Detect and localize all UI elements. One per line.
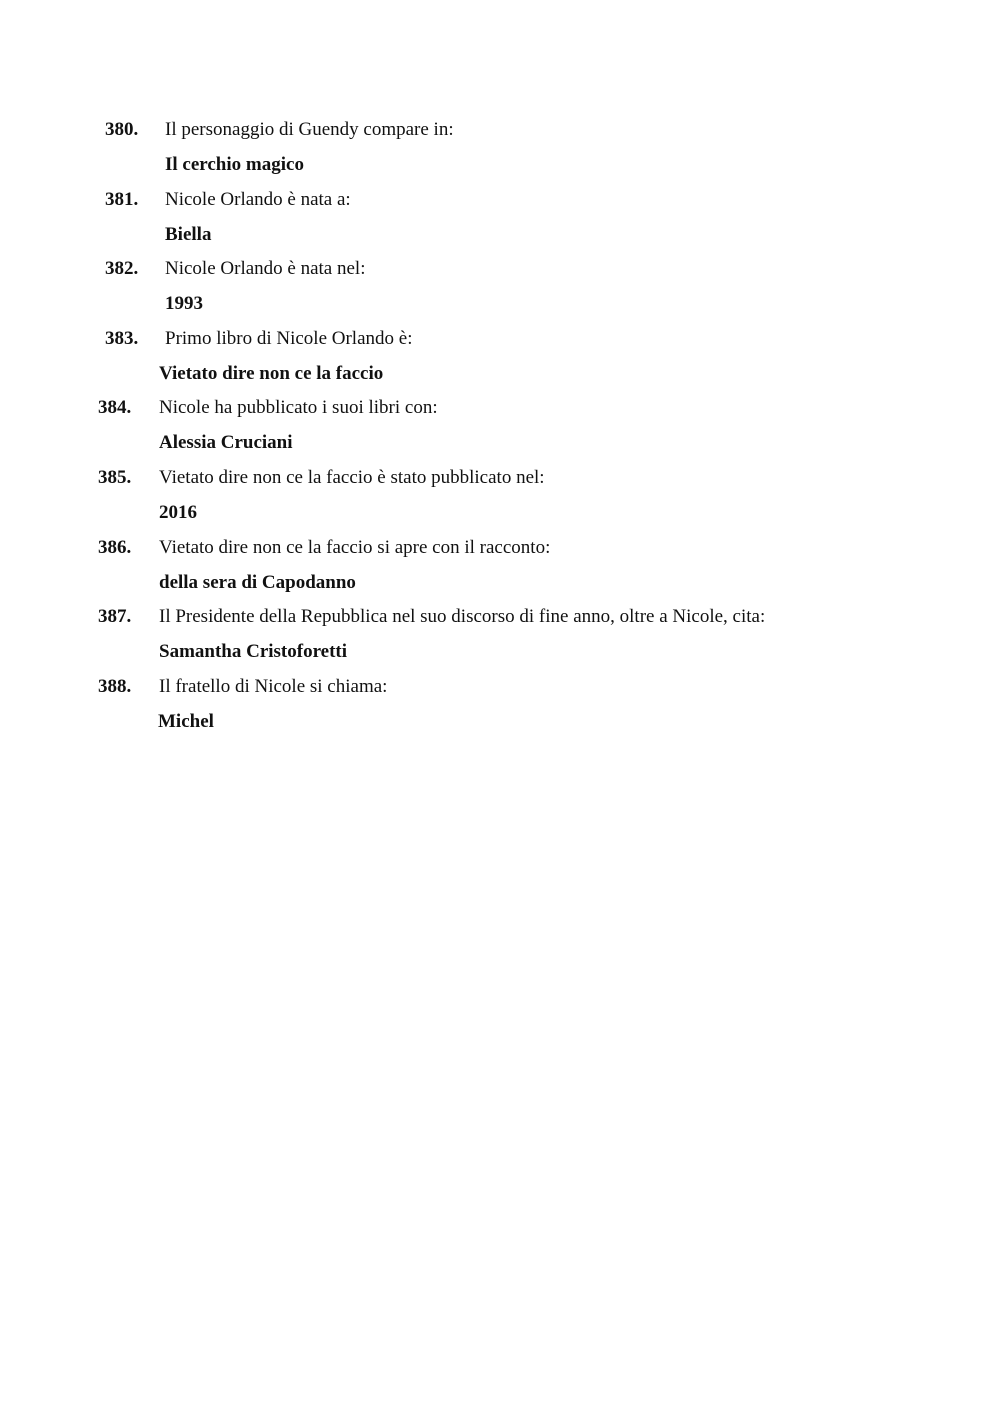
question-number: 384. (98, 397, 132, 419)
question-text: Vietato dire non ce la faccio è stato pubblicato nel: (159, 466, 545, 488)
question-text: Il personaggio di Guendy compare in: (165, 119, 454, 140)
question-text: Il Presidente della Repubblica nel suo discorso di fine anno, oltre a Nicole, cita: (159, 606, 766, 628)
answer-text: della sera di Capodanno (159, 571, 356, 593)
question-number: 386. (98, 536, 132, 558)
question-text: Nicole Orlando è nata a: (165, 188, 351, 210)
answer-text: Alessia Cruciani (159, 432, 293, 454)
question-number: 382. (105, 258, 139, 280)
question-text: Il fratello di Nicole si chiama: (159, 675, 388, 697)
question-text: Nicole ha pubblicato i suoi libri con: (159, 397, 438, 419)
answer-text: Vietato dire non ce la faccio (159, 362, 384, 384)
list-item (0, 323, 1000, 393)
list-item (0, 601, 1000, 671)
list-item (0, 253, 1000, 323)
list-item (0, 671, 1000, 741)
list-item (0, 184, 1000, 254)
answer-text: Samantha Cristoforetti (159, 641, 348, 663)
question-number: 387. (98, 606, 132, 628)
question-number: 385. (98, 466, 132, 488)
list-item (0, 392, 1000, 462)
list-item (0, 532, 1000, 602)
question-list (0, 114, 1000, 740)
answer-text: 1993 (165, 293, 203, 315)
question-text: Primo libro di Nicole Orlando è: (165, 327, 413, 349)
answer-text: Michel (158, 710, 214, 732)
question-number: 383. (105, 327, 139, 349)
question-number: 381. (105, 188, 139, 210)
answer-text: Il cerchio magico (165, 154, 304, 175)
question-number: 380. (105, 119, 139, 140)
question-number: 388. (98, 675, 132, 697)
list-item (0, 462, 1000, 532)
question-text: Vietato dire non ce la faccio si apre con il racconto: (159, 536, 551, 558)
question-text: Nicole Orlando è nata nel: (165, 258, 366, 280)
list-item (0, 114, 1000, 184)
answer-text: Biella (165, 223, 212, 245)
answer-text: 2016 (159, 501, 197, 523)
